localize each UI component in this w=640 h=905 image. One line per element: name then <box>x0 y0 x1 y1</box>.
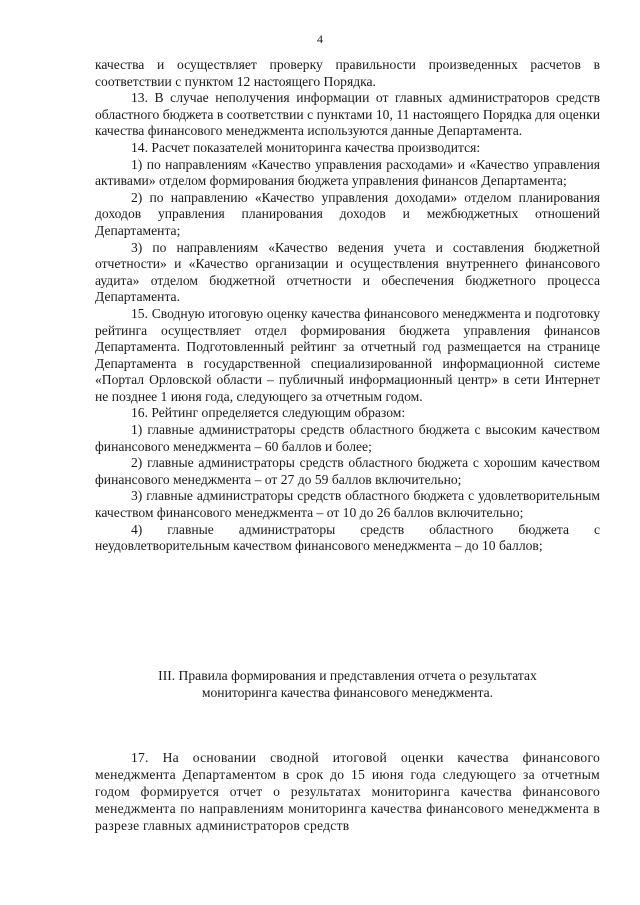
section-heading-line-2: мониторинга качества финансового менеджмента. <box>201 685 494 700</box>
paragraph-13: 13. В случае неполучения информации от главных администраторов средств областного бюджета в соответствии с пунктами 10, 11 настоящего Порядка для оценки качества финансового менеджмента используются данные Департамента. <box>95 90 600 139</box>
paragraph-14-item-1: 1) по направлениям «Качество управления расходами» и «Качество управления активами» отделом формирования бюджета управления финансов Департамента; <box>95 156 600 189</box>
paragraph-16-item-3: 3) главные администраторы средств областного бюджета с удовлетворительным качеством финансового менеджмента – от 10 до 26 баллов включительно; <box>95 488 600 521</box>
paragraph-14: 14. Расчет показателей мониторинга качества производится: <box>131 139 481 155</box>
paragraph-14-item-3: 3) по направлениям «Качество ведения учета и составления бюджетной отчетности» и «Качество организации и осуществления внутреннего финансового аудита» отделом бюджетной отчетности и обеспечения бюджетного процесса Департамента. <box>95 239 600 305</box>
paragraph-16-item-1: 1) главные администраторы средств областного бюджета с высоким качеством финансового менеджмента – 60 баллов и более; <box>95 422 600 454</box>
section-heading-line-1: III. Правила формирования и представления отчета о результатах <box>158 668 537 683</box>
paragraph-15: 15. Сводную итоговую оценку качества финансового менеджмента и подготовку рейтинга осуществляет отдел формирования бюджета управления финансов Департамента. Подготовленный рейтинг за отчетный год размещается на странице Департамента в государственной специализированной информационной системе «Портал Орловской области – публичный информационный центр» в сети Интернет не позднее 1 июня года, следующего за отчетным годом. <box>95 305 600 404</box>
document-body <box>95 57 600 555</box>
page-number: 4 <box>317 32 323 46</box>
paragraph-12-continuation: качества и осуществляет проверку правильности произведенных расчетов в соответствии с пунктом 12 настоящего Порядка. <box>95 57 600 89</box>
section-heading <box>95 667 600 701</box>
paragraph-16: 16. Рейтинг определяется следующим образом: <box>131 405 406 421</box>
paragraph-16-item-4: 4) главные администраторы средств областного бюджета с неудовлетворительным качеством финансового менеджмента – до 10 баллов; <box>95 521 600 554</box>
paragraph-17: 17. На основании сводной итоговой оценки качества финансового менеджмента Департаментом в срок до 15 июня года следующего за отчетным годом формируется отчет о результатах мониторинга качества финансового менеджмента по направлениям мониторинга качества финансового менеджмента в разрезе главных администраторов средств <box>95 749 600 833</box>
paragraph-16-item-2: 2) главные администраторы средств областного бюджета с хорошим качеством финансового менеджмента – от 27 до 59 баллов включительно; <box>95 455 600 487</box>
paragraph-14-item-2: 2) по направлению «Качество управления доходами» отделом планирования доходов управления планирования доходов и межбюджетных отношений Департамента; <box>95 189 600 238</box>
